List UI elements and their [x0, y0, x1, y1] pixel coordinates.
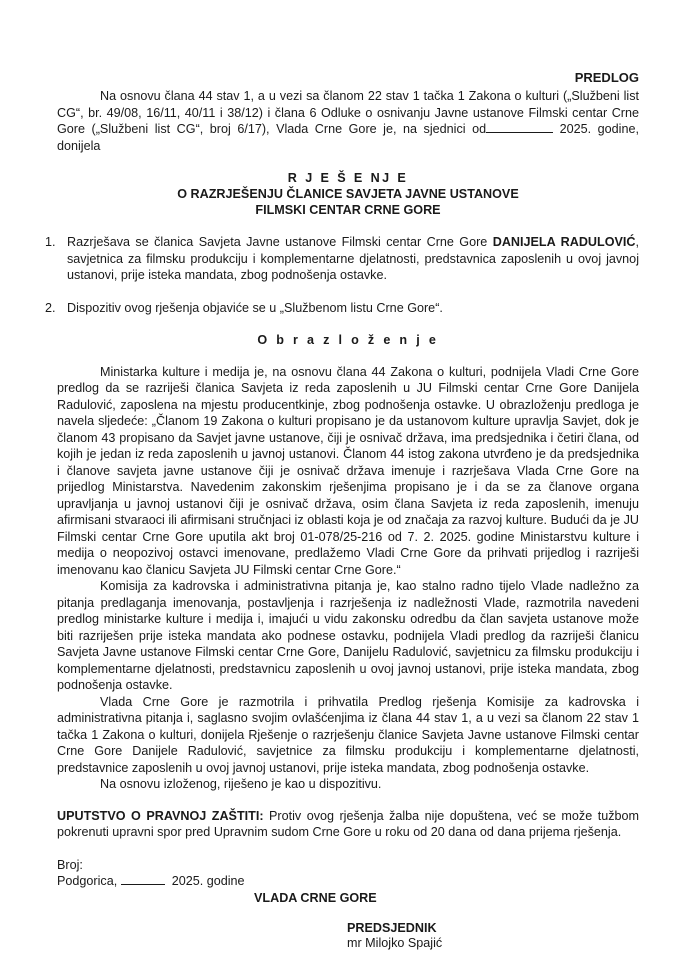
item-text — [67, 234, 639, 284]
preamble-text: Na osnovu člana 44 stav 1, a u vezi sa članom 22 stav 1 tačka 1 Zakona o kulturi („Službeni list CG“, br. 49/08, 16/11, 40/11 i 38/12) i člana 6 Odluke o osnivanju Javne ustanove Filmski centar Crne Gore („Službeni list CG“, broj 6/17), Vlada Crne Gore je, na sjednici od — [57, 89, 639, 136]
preamble — [57, 88, 639, 154]
item-number: 1. — [45, 235, 56, 249]
legal-remedy-text: Protiv ovog rješenja žalba nije dopuštena, već se može tužbom pokrenuti upravni spor pred Upravnim sudom Crne Gore u roku od 20 dana od dana prijema rješenja. — [57, 808, 639, 839]
item-text-start: Razrješava se članica Savjeta Javne ustanove Filmski centar Crne Gore — [67, 235, 493, 249]
place-date — [57, 873, 639, 890]
session-date-blank — [486, 122, 553, 133]
signatory-name: mr Milojko Spajić — [347, 936, 443, 950]
signatory-title: PREDSJEDNIK — [347, 921, 437, 935]
reasoning-paragraph: Ministarka kulture i medija je, na osnovu člana 44 Zakona o kulturi, podnijela Vladi Crne Gore predlog da se razriješi članica Savjeta iz reda zaposlenih u JU Filmski centar Crne Gore Danijela Radulović, zaposlena na mjestu producentkinje, zbog podnošenja ostavke. U obrazloženju predloga je navela sljedeće: „Članom 19 Zakona o kulturi propisano je da ustanovom kulture upravlja Savjet, dok je članom 43 propisano da Savjet javne ustanove, čiji je osnivač država, ima predsjednika i četiri člana, od kojih je jedan iz reda zaposlenih u javnoj ustanovi. Članom 44 istog zakona utvrđeno je da predsjednika i članove savjeta javne ustanove čiji je osnivač država imenuje i razrješava Vlada Crne Gore na prijedlog Ministarstva. Navedenim zakonskim rješenjima propisano je i da se za članove organa upravljanja u javnoj ustanovi čiji je osnivač država, osim člana Savjeta iz reda zaposlenih, imenuju afirmisani stvaraoci ili afirmisani stručnjaci iz oblasti koja je od značaja za razvoj kulture. Budući da je JU Filmski centar Crne Gore uputila akt broj 01-078/25-216 od 7. 2. 2025. godine Ministarstvu kulture i medija o neopozivoj ostavci imenovane, predlažemo Vladi Crne Gore da prihvati prijedlog i razriješi imenovanu kao članicu Savjeta JU Filmski centar Crne Gore.“ — [57, 364, 639, 577]
date-suffix: 2025. godine — [164, 874, 245, 888]
reasoning-heading: O b r a z l o ž e n j e — [257, 333, 439, 347]
dispositive-list — [45, 234, 639, 316]
title-line-2: O RAZRJEŠENJU ČLANICE SAVJETA JAVNE USTANOVE — [177, 187, 519, 201]
title-line-3: FILMSKI CENTAR CRNE GORE — [255, 203, 441, 217]
document-title — [57, 170, 639, 218]
dispositive-item — [45, 300, 639, 317]
item-number: 2. — [45, 300, 56, 315]
place: Podgorica, — [57, 874, 121, 888]
reasoning-paragraph: Komisija za kadrovska i administrativna pitanja je, kao stalno radno tijelo Vlade nadležno za pitanja predlaganja imenovanja, postavljenja i razrješenja iz nadležnosti Vlade, razmotrila navedeni predlog ministarke kulture i medija i, imajući u vidu zakonsku odredbu da član savjeta ustanove može biti razriješen prije isteka mandata ako podnese ostavku, podnijela Vladi predlog da razriješi članicu Savjeta Javne ustanove Filmski centar Crne Gore, Danijelu Radulović, savjetnicu za filmsku produkciju i komplementarne djelatnosti, predstavnicu zaposlenih u ovoj javnoj ustanovi, prije isteka mandata, zbog podnošenja ostavke. — [57, 579, 639, 692]
date-blank — [121, 874, 165, 885]
legal-remedy-label: UPUTSTVO O PRAVNOJ ZAŠTITI: — [57, 808, 264, 823]
dismissed-member-name: DANIJELA RADULOVIĆ — [492, 235, 636, 249]
reasoning-paragraph: Vlada Crne Gore je razmotrila i prihvatila Predlog rješenja Komisije za kadrovska i administrativna pitanja i, saglasno svojim ovlašćenjima iz člana 44 stav 1, a u vezi sa članom 22 stav 1 tačka 1 Zakona o kulturi, donijela Rješenje o razrješenju članice Savjeta Javne ustanove Filmski centar Crne Gore Danijele Radulović, savjetnice za filmsku produkciju i komplementarne djelatnosti, predstavnice zaposlenih u ovoj javnoj ustanovi, prije isteka mandata, zbog podnošenja ostavke. — [57, 694, 639, 775]
document-page — [45, 69, 639, 951]
government-name: VLADA CRNE GORE — [254, 890, 377, 905]
document-status-label: PREDLOG — [574, 70, 639, 85]
document-number-label: Broj: — [57, 857, 83, 872]
preamble-text-end: 2025. godine, donijela — [57, 122, 639, 153]
dispositive-item — [45, 234, 639, 284]
item-text: Dispozitiv ovog rješenja objaviće se u „Službenom listu Crne Gore“. — [67, 300, 443, 315]
reasoning-paragraph: Na osnovu izloženog, riješeno je kao u dispozitivu. — [100, 777, 382, 791]
item-text-end: , savjetnica za filmsku produkciju i komplementarne djelatnosti, predstavnica zaposlenih u ovoj javnoj ustanovi, prije isteka mandata, zbog podnošenja ostavke. — [67, 235, 639, 282]
legal-remedy — [57, 808, 639, 841]
title-line-1: R J E Š E NJ E — [287, 171, 409, 185]
